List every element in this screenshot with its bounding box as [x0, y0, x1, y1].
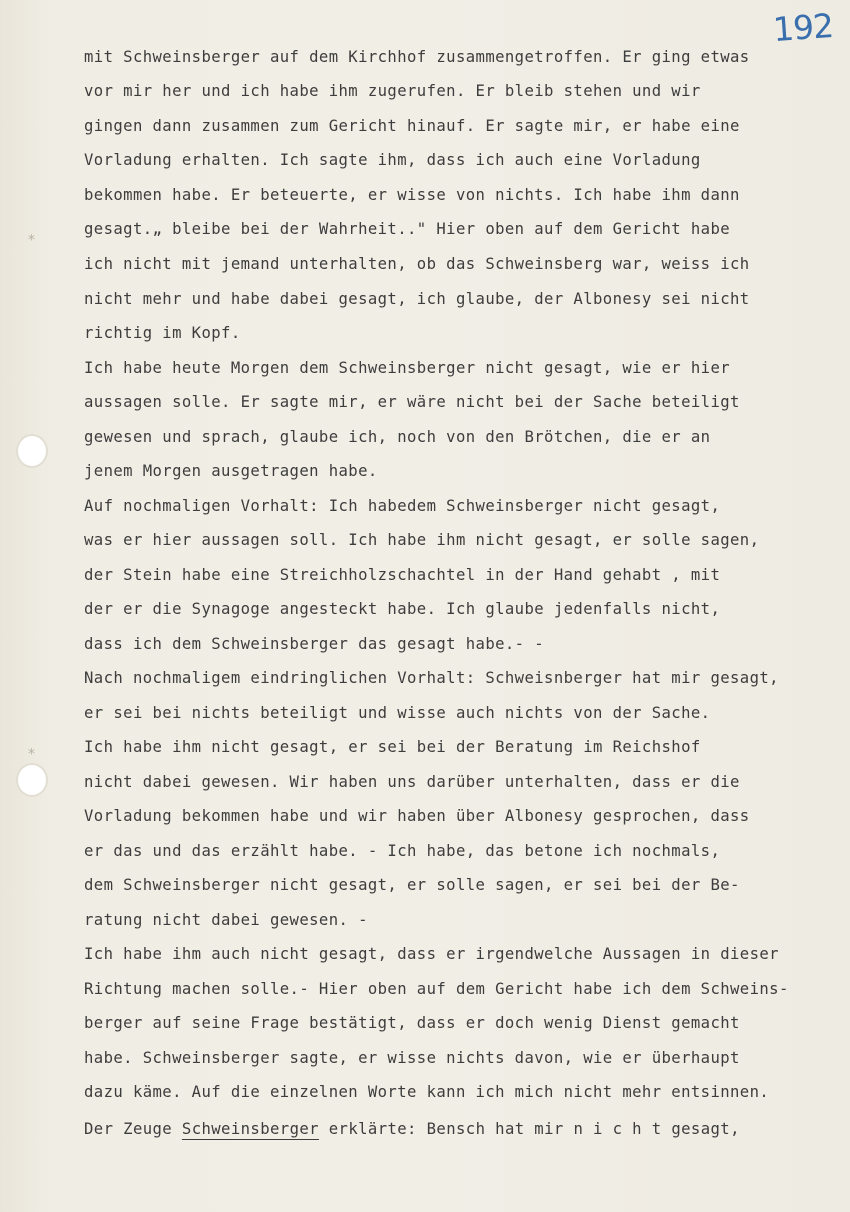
- text-line: Vorladung erhalten. Ich sagte ihm, dass ich auch eine Vorladung: [84, 151, 701, 169]
- text-line: Nach nochmaligem eindringlichen Vorhalt: Schweisnberger hat mir gesagt,: [84, 669, 779, 687]
- text-line: er sei bei nichts beteiligt und wisse auch nichts von der Sache.: [84, 704, 711, 722]
- text-line: aussagen solle. Er sagte mir, er wäre nicht bei der Sache beteiligt: [84, 393, 740, 411]
- text-line: Vorladung bekommen habe und wir haben über Albonesy gesprochen, dass: [84, 807, 750, 825]
- witness-name: Schweinsberger: [181, 1120, 319, 1138]
- text-line: Auf nochmaligen Vorhalt: Ich habedem Schweinsberger nicht gesagt,: [84, 497, 721, 515]
- text-line: dass ich dem Schweinsberger das gesagt habe.- -: [84, 635, 545, 653]
- text-line: habe. Schweinsberger sagte, er wisse nichts davon, wie er überhaupt: [84, 1049, 740, 1067]
- text-line: bekommen habe. Er beteuerte, er wisse von nichts. Ich habe ihm dann: [84, 186, 740, 204]
- text-line: jenem Morgen ausgetragen habe.: [84, 462, 378, 480]
- punch-hole: [18, 765, 46, 795]
- line-prefix: Der Zeuge: [84, 1120, 173, 1138]
- margin-mark: ⁎: [28, 742, 35, 758]
- page-number: 192: [771, 5, 835, 50]
- punch-hole: [18, 436, 46, 466]
- witness-statement-line: [84, 1120, 740, 1138]
- text-line: nicht mehr und habe dabei gesagt, ich glaube, der Albonesy sei nicht: [84, 290, 750, 308]
- text-line: mit Schweinsberger auf dem Kirchhof zusammengetroffen. Er ging etwas: [84, 48, 750, 66]
- text-line: gewesen und sprach, glaube ich, noch von den Brötchen, die er an: [84, 428, 711, 446]
- text-line: der Stein habe eine Streichholzschachtel in der Hand gehabt , mit: [84, 566, 721, 584]
- text-line: er das und das erzählt habe. - Ich habe, das betone ich nochmals,: [84, 842, 721, 860]
- text-line: der er die Synagoge angesteckt habe. Ich glaube jedenfalls nicht,: [84, 600, 721, 618]
- text-line: Ich habe ihm nicht gesagt, er sei bei der Beratung im Reichshof: [84, 738, 701, 756]
- text-line: Ich habe heute Morgen dem Schweinsberger nicht gesagt, wie er hier: [84, 359, 731, 377]
- text-line: Richtung machen solle.- Hier oben auf dem Gericht habe ich dem Schweins-: [84, 980, 789, 998]
- text-line: dazu käme. Auf die einzelnen Worte kann ich mich nicht mehr entsinnen.: [84, 1083, 770, 1101]
- text-line: vor mir her und ich habe ihm zugerufen. Er bleib stehen und wir: [84, 82, 701, 100]
- text-line: Ich habe ihm auch nicht gesagt, dass er irgendwelche Aussagen in dieser: [84, 945, 779, 963]
- text-line: nicht dabei gewesen. Wir haben uns darüber unterhalten, dass er die: [84, 773, 740, 791]
- text-line: was er hier aussagen soll. Ich habe ihm nicht gesagt, er solle sagen,: [84, 531, 760, 549]
- text-line: richtig im Kopf.: [84, 324, 241, 342]
- text-line: berger auf seine Frage bestätigt, dass er doch wenig Dienst gemacht: [84, 1014, 740, 1032]
- text-line: ich nicht mit jemand unterhalten, ob das Schweinsberg war, weiss ich: [84, 255, 750, 273]
- line-rest: erklärte: Bensch hat mir n i c h t gesagt,: [328, 1120, 740, 1138]
- margin-mark: ⁎: [28, 228, 35, 244]
- text-line: gingen dann zusammen zum Gericht hinauf. Er sagte mir, er habe eine: [84, 117, 740, 135]
- text-line: ratung nicht dabei gewesen. -: [84, 911, 368, 929]
- text-line: gesagt.„ bleibe bei der Wahrheit.." Hier oben auf dem Gericht habe: [84, 220, 731, 238]
- text-line: dem Schweinsberger nicht gesagt, er solle sagen, er sei bei der Be-: [84, 876, 740, 894]
